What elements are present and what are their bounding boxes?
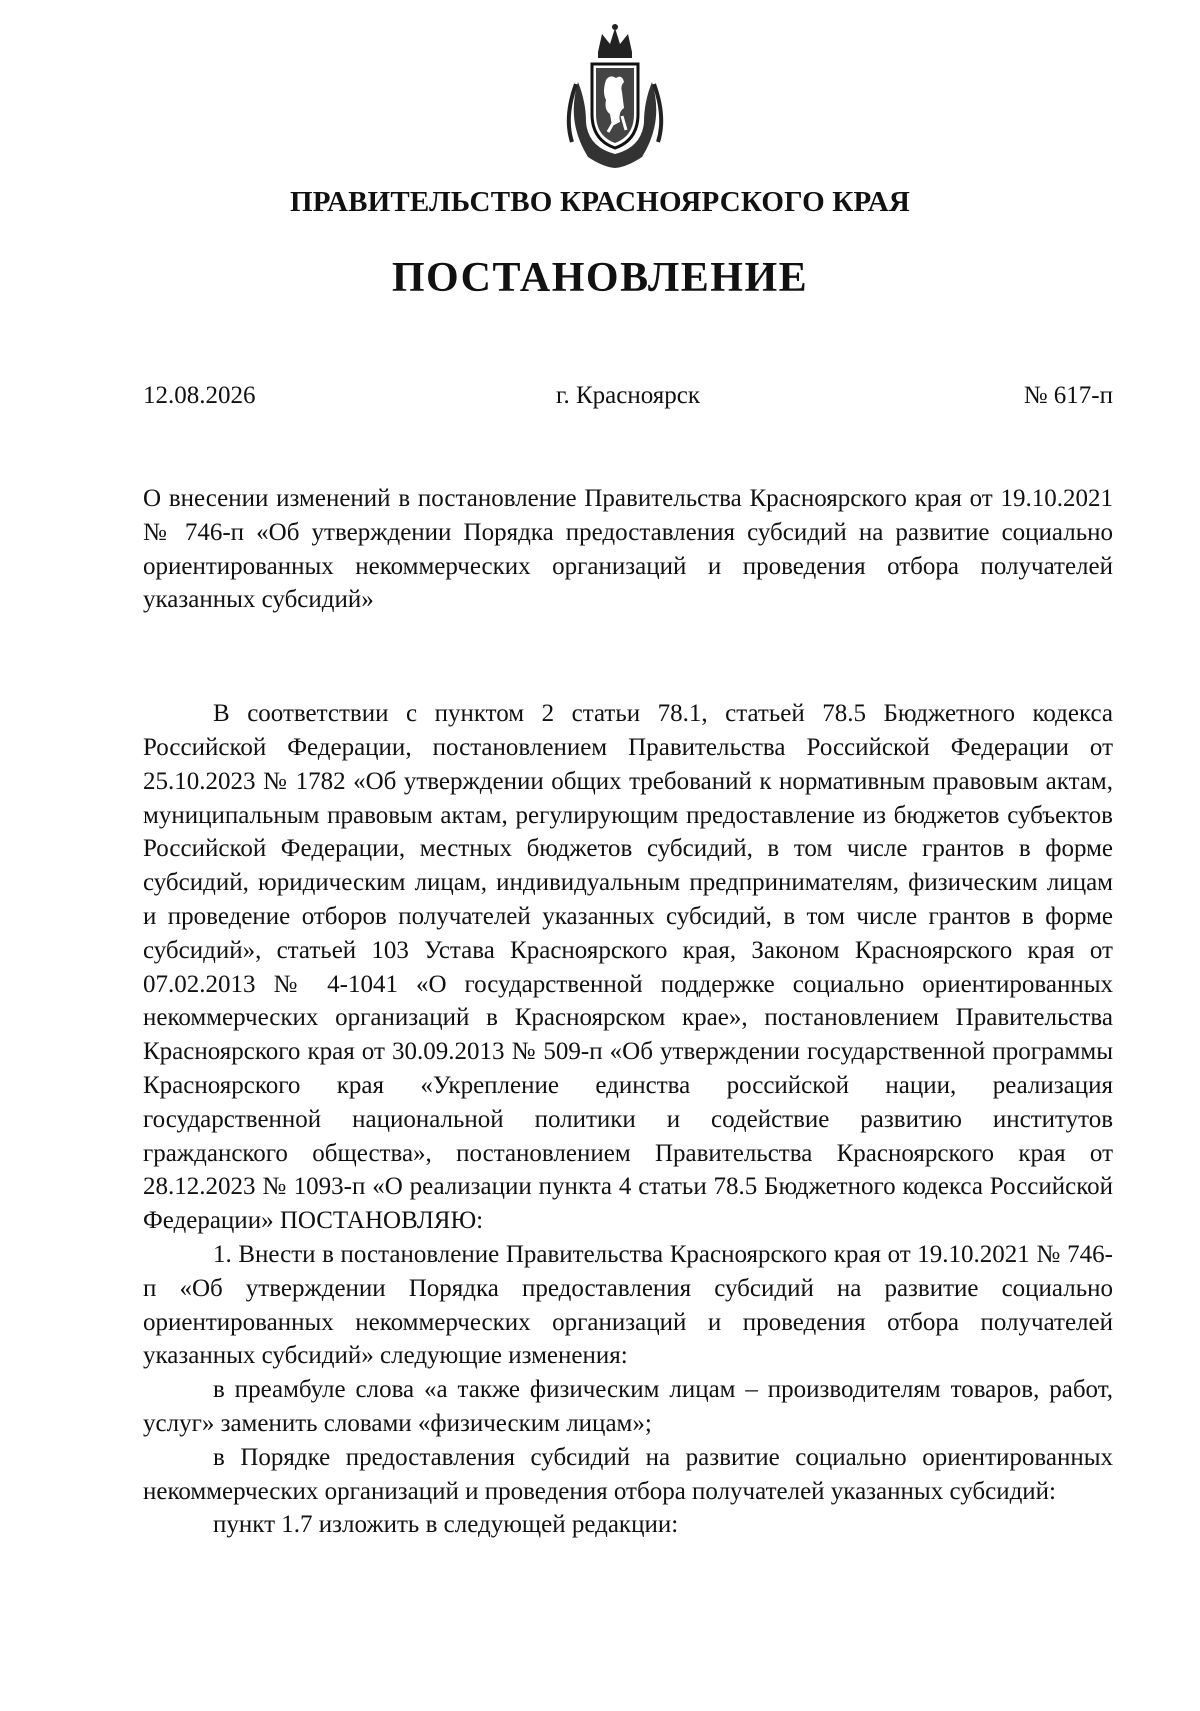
paragraph-procedure-change: в Порядке предоставления субсидий на развитие социально ориентированных некоммерческих организаций и проведения отбора получателей указанных субсидий: [143, 1443, 1113, 1505]
document-meta-row [143, 382, 1113, 414]
document-type-title: ПОСТАНОВЛЕНИЕ [391, 255, 809, 301]
document-city: г. Красноярск [556, 382, 700, 409]
document-body [143, 482, 1113, 1542]
coat-of-arms-icon [558, 22, 672, 172]
spacer [143, 617, 1113, 697]
document-number: № 617-п [1023, 382, 1113, 409]
document-date: 12.08.2026 [143, 382, 256, 409]
government-title: ПРАВИТЕЛЬСТВО КРАСНОЯРСКОГО КРАЯ [289, 186, 911, 218]
document-subject: О внесении изменений в постановление Правительства Красноярского края от 19.10.2021 № 746-п «Об утверждении Порядка предоставления субсидий на развитие социально ориентированных некоммерческих организаций и проведения отбора получателей указанных субсидий» [143, 485, 1113, 614]
paragraph-preamble: В соответствии с пунктом 2 статьи 78.1, статьей 78.5 Бюджетного кодекса Российской Федерации, постановлением Правительства Российской Федерации от 25.10.2023 № 1782 «Об утверждении общих требований к нормативным правовым актам, муниципальным правовым актам, регулирующим предоставление из бюджетов субъектов Российской Федерации, местных бюджетов субсидий, в том числе грантов в форме субсидий, юридическим лицам, индивидуальным предпринимателям, физическим лицам и проведение отборов получателей указанных субсидий, в том числе грантов в форме субсидий», статьей 103 Устава Красноярского края, Законом Красноярского края от 07.02.2013 № 4-1041 «О государственной поддержке социально ориентированных некоммерческих организаций в Красноярском крае», постановлением Правительства Красноярского края от 30.09.2013 № 509-п «Об утверждении государственной программы Красноярского края «Укрепление единства российской нации, реализация государственной национальной политики и содействие развитию институтов гражданского общества», постановлением Правительства Красноярского края от 28.12.2023 № 1093-п «О реализации пункта 4 статьи 78.5 Бюджетного кодекса Российской Федерации» ПОСТАНОВЛЯЮ: [143, 700, 1113, 1235]
paragraph-item-1: 1. Внести в постановление Правительства Красноярского края от 19.10.2021 № 746-п «Об утверждении Порядка предоставления субсидий на развитие социально ориентированных некоммерческих организаций и проведения отбора получателей указанных субсидий» следующие изменения: [143, 1240, 1113, 1370]
paragraph-clause-1-7: пункт 1.7 изложить в следующей редакции: [213, 1511, 679, 1539]
paragraph-preamble-change: в преамбуле слова «а также физическим лицам – производителям товаров, работ, услуг» заменить словами «физическим лицам»; [143, 1376, 1113, 1437]
